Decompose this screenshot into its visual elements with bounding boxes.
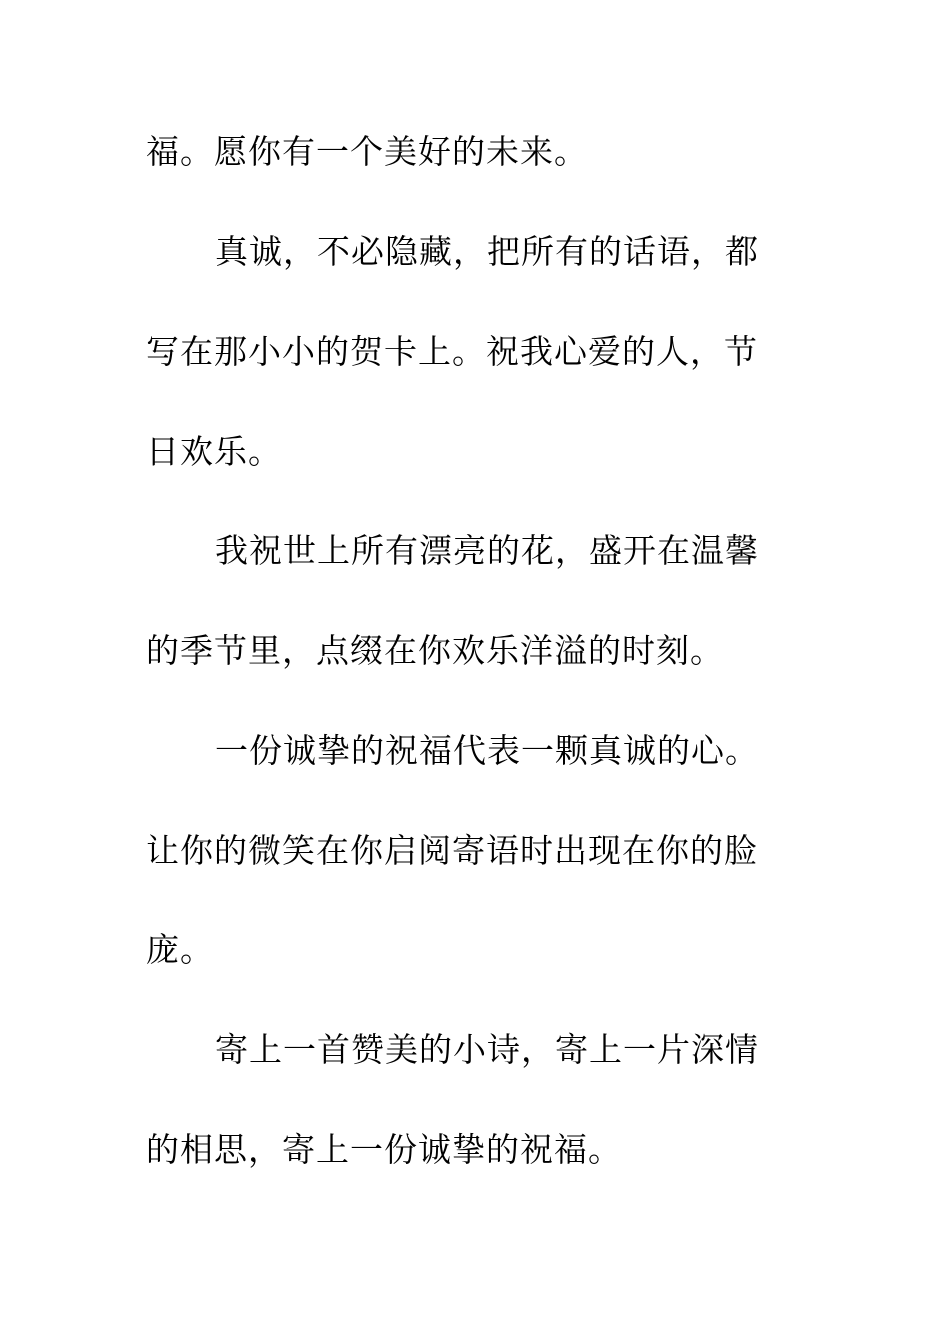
text-line: 写在那小小的贺卡上。祝我心爱的人，节 <box>146 332 758 371</box>
text-line: 的季节里，点缀在你欢乐洋溢的时刻。 <box>146 631 724 670</box>
text-line: 福。愿你有一个美好的未来。 <box>146 132 588 171</box>
text-line: 庞。 <box>146 930 214 969</box>
text-line: 日欢乐。 <box>146 432 282 471</box>
paragraph-start-line: 一份诚挚的祝福代表一颗真诚的心。 <box>215 731 759 770</box>
text-line: 让你的微笑在你启阅寄语时出现在你的脸 <box>146 831 758 870</box>
paragraph-start-line: 真诚，不必隐藏，把所有的话语，都 <box>215 232 759 271</box>
paragraph-start-line: 寄上一首赞美的小诗，寄上一片深情 <box>215 1030 759 1069</box>
text-line: 的相思，寄上一份诚挚的祝福。 <box>146 1130 622 1169</box>
paragraph-start-line: 我祝世上所有漂亮的花，盛开在温馨 <box>215 531 759 570</box>
